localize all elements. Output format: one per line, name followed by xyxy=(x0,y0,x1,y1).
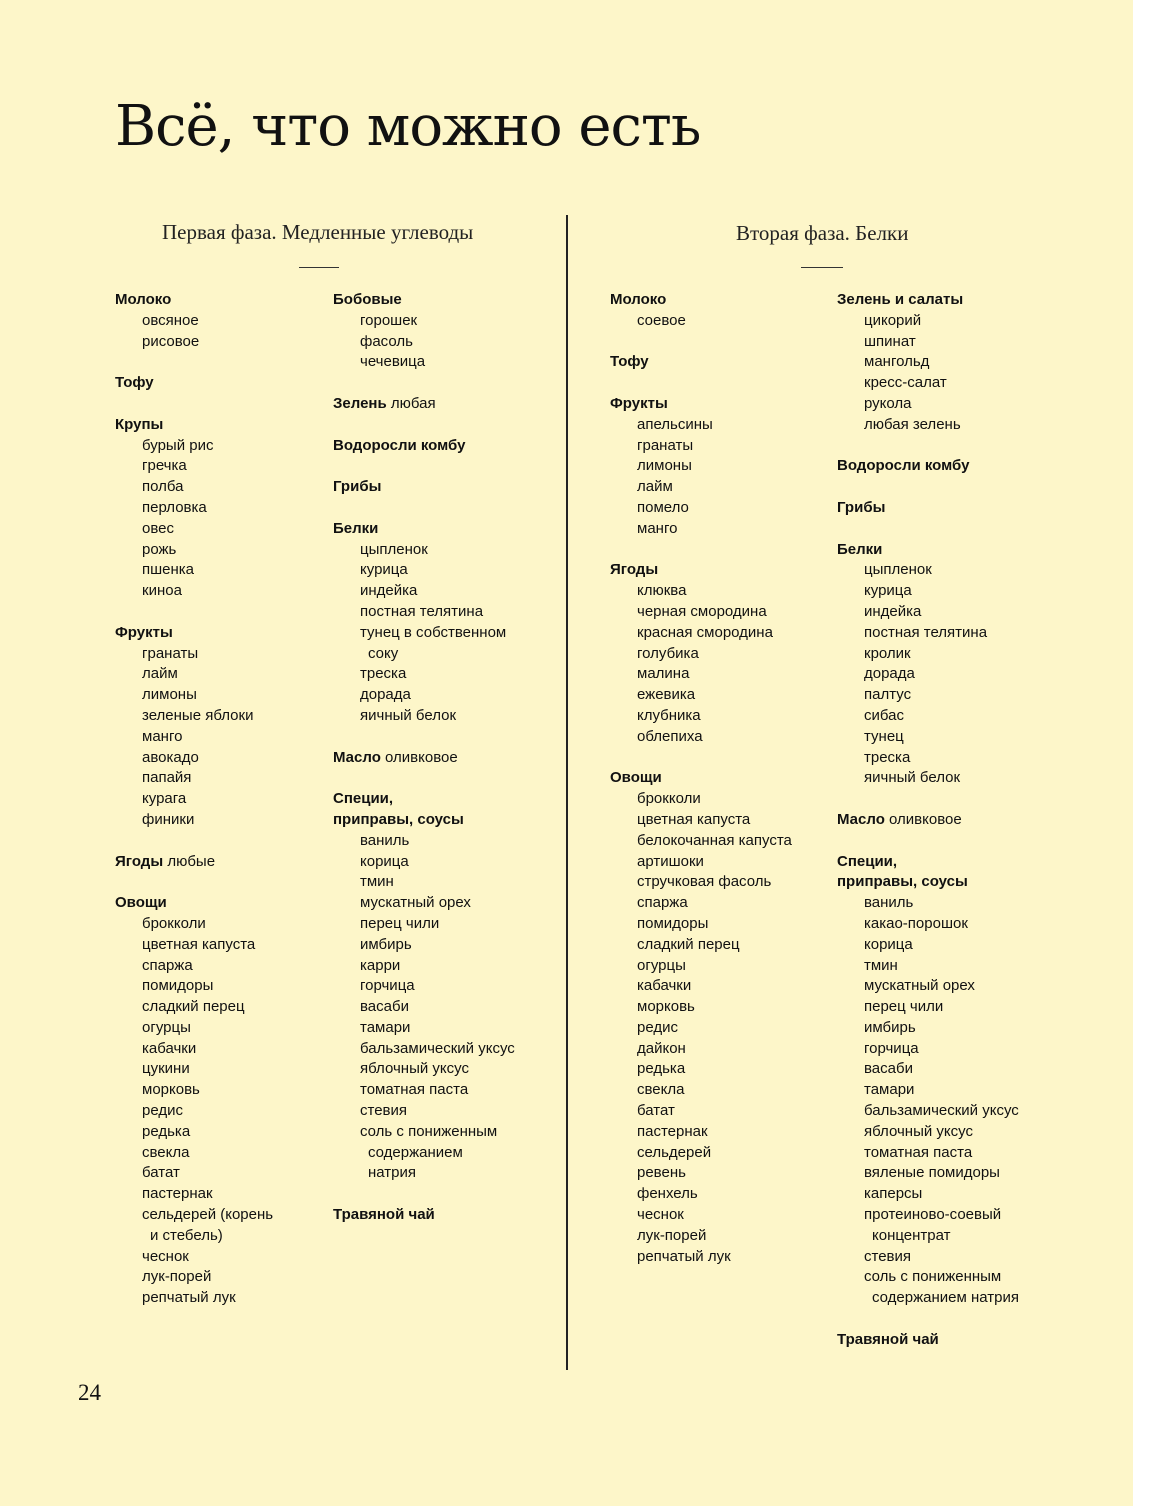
food-item: мангольд xyxy=(864,353,930,371)
food-item: клюква xyxy=(637,582,687,600)
category-heading-line xyxy=(837,540,1019,561)
food-category xyxy=(115,893,273,1309)
food-item: артишоки xyxy=(637,852,704,870)
food-item: финики xyxy=(142,810,195,828)
food-category xyxy=(333,436,515,457)
food-item: чечевица xyxy=(360,353,426,371)
phase-1-title: Первая фаза. Медленные углеводы xyxy=(162,220,474,244)
category-heading-line xyxy=(115,373,273,394)
food-item: клубника xyxy=(637,706,701,724)
category-heading-line xyxy=(115,290,273,311)
food-item: индейка xyxy=(864,602,922,620)
category-heading: Тофу xyxy=(610,353,649,371)
food-category xyxy=(115,415,273,602)
category-heading-line xyxy=(333,436,515,457)
food-item: тмин xyxy=(360,873,394,891)
food-item: сладкий перец xyxy=(142,998,245,1016)
food-item: пшенка xyxy=(142,561,195,579)
food-item: горчица xyxy=(360,977,415,995)
category-heading-line xyxy=(333,290,515,311)
food-category xyxy=(333,1205,515,1226)
food-category xyxy=(115,852,273,873)
food-item: ваниль xyxy=(864,894,914,912)
food-item: редька xyxy=(142,1122,191,1140)
food-item: мускатный орех xyxy=(360,894,471,912)
food-item: яичный белок xyxy=(360,706,457,724)
food-item: имбирь xyxy=(360,935,412,953)
food-item: треска xyxy=(864,748,911,766)
food-item: бальзамический уксус xyxy=(864,1102,1019,1120)
food-item: ежевика xyxy=(637,686,696,704)
food-item: редис xyxy=(637,1018,678,1036)
category-heading-line xyxy=(333,789,515,810)
food-item: постная телятина xyxy=(864,623,988,641)
category-heading: Масло xyxy=(837,810,885,828)
food-item: дорада xyxy=(360,686,411,704)
food-category xyxy=(610,352,792,373)
food-category xyxy=(837,852,1019,1310)
phase-2-column-1 xyxy=(610,290,792,1267)
food-item: лайм xyxy=(142,665,178,683)
food-item-continuation: содержанием натрия xyxy=(872,1289,1019,1307)
food-item: перловка xyxy=(142,498,207,516)
food-item: курага xyxy=(142,790,187,808)
category-note: оливковое xyxy=(385,748,458,766)
food-item: огурцы xyxy=(142,1018,191,1036)
phase-2-column-2 xyxy=(837,290,1019,1351)
food-category xyxy=(333,290,515,373)
food-item: фенхель xyxy=(637,1185,698,1203)
food-item: яблочный уксус xyxy=(360,1060,469,1078)
food-item: стевия xyxy=(864,1247,912,1265)
food-category xyxy=(115,623,273,831)
food-item: кресс-салат xyxy=(864,374,947,392)
food-item: дорада xyxy=(864,665,915,683)
category-heading-line xyxy=(610,394,792,415)
food-item: бурый рис xyxy=(142,436,214,454)
category-heading: Специи, xyxy=(837,852,898,870)
food-item: яблочный уксус xyxy=(864,1122,973,1140)
food-item: облепиха xyxy=(637,727,703,745)
category-heading-line xyxy=(610,290,792,311)
food-item-continuation: соку xyxy=(368,644,399,662)
food-item: брокколи xyxy=(142,914,206,932)
food-item: шпинат xyxy=(864,332,916,350)
food-item-continuation: натрия xyxy=(368,1164,417,1182)
food-item: имбирь xyxy=(864,1018,916,1036)
food-item: помидоры xyxy=(142,977,214,995)
category-heading: Специи, xyxy=(333,790,394,808)
food-item: лук-порей xyxy=(637,1226,707,1244)
food-item: помело xyxy=(637,498,689,516)
food-item-continuation: концентрат xyxy=(872,1226,951,1244)
food-item: ревень xyxy=(637,1164,686,1182)
food-item: цветная капуста xyxy=(142,935,256,953)
category-heading-line xyxy=(837,290,1019,311)
food-item: спаржа xyxy=(142,956,193,974)
phase-2-title: Вторая фаза. Белки xyxy=(736,221,909,245)
category-heading: Белки xyxy=(333,519,379,537)
food-item: фасоль xyxy=(360,332,413,350)
food-item: перец чили xyxy=(360,914,440,932)
category-heading: Водоросли комбу xyxy=(837,457,970,475)
food-item: овсяное xyxy=(142,311,199,329)
food-item: редис xyxy=(142,1102,183,1120)
food-item: рисовое xyxy=(142,332,200,350)
food-category xyxy=(837,1330,1019,1351)
category-heading: приправы, соусы xyxy=(837,873,968,891)
food-item: любая зелень xyxy=(864,415,961,433)
food-item: пастернак xyxy=(142,1185,213,1203)
food-item: кролик xyxy=(864,644,911,662)
food-item: постная телятина xyxy=(360,602,484,620)
food-item: карри xyxy=(360,956,401,974)
food-item: какао-порошок xyxy=(864,914,968,932)
food-item: зеленые яблоки xyxy=(142,706,254,724)
food-item: огурцы xyxy=(637,956,686,974)
food-item: черная смородина xyxy=(637,602,767,620)
food-item: лук-порей xyxy=(142,1268,212,1286)
food-item: батат xyxy=(637,1102,675,1120)
food-category xyxy=(333,519,515,727)
category-heading: Зелень и салаты xyxy=(837,291,964,308)
food-category xyxy=(115,373,273,394)
food-item: красная смородина xyxy=(637,623,773,641)
food-item: батат xyxy=(142,1164,180,1182)
category-heading-line xyxy=(115,623,273,644)
food-item: соль с пониженным xyxy=(864,1268,1002,1286)
food-item: голубика xyxy=(637,644,699,662)
food-item: лайм xyxy=(637,478,673,496)
food-item: цыпленок xyxy=(864,561,932,579)
food-item: спаржа xyxy=(637,894,688,912)
category-heading: Крупы xyxy=(115,415,164,433)
food-item: горошек xyxy=(360,311,418,329)
food-item: свекла xyxy=(637,1081,685,1099)
food-item: каперсы xyxy=(864,1185,923,1203)
category-heading: Водоросли комбу xyxy=(333,436,466,454)
food-item: кабачки xyxy=(637,977,692,995)
food-item: тмин xyxy=(864,956,898,974)
food-item: курица xyxy=(360,561,408,579)
food-item: цыпленок xyxy=(360,540,428,558)
food-item: брокколи xyxy=(637,790,701,808)
food-category xyxy=(115,290,273,352)
food-item: протеиново-соевый xyxy=(864,1206,1002,1224)
food-item: сладкий перец xyxy=(637,935,740,953)
food-item: индейка xyxy=(360,582,418,600)
food-item: репчатый лук xyxy=(637,1247,731,1265)
food-item: овес xyxy=(142,519,174,537)
food-item: соль с пониженным xyxy=(360,1122,498,1140)
food-item: тамари xyxy=(360,1018,411,1036)
food-item: свекла xyxy=(142,1143,190,1161)
food-item: папайя xyxy=(142,769,192,787)
category-heading: Ягоды xyxy=(610,561,659,579)
food-item: васаби xyxy=(360,998,409,1016)
food-item: сельдерей xyxy=(637,1143,712,1161)
food-item: кабачки xyxy=(142,1039,197,1057)
food-item: манго xyxy=(142,727,183,745)
food-category xyxy=(333,748,515,769)
food-category xyxy=(333,789,515,1184)
category-heading: Зелень xyxy=(333,394,387,412)
category-heading: Масло xyxy=(333,748,381,766)
food-category xyxy=(837,456,1019,477)
category-heading-line xyxy=(333,394,515,415)
food-item: гречка xyxy=(142,457,187,475)
food-item: сибас xyxy=(864,706,904,724)
food-item: лимоны xyxy=(142,686,197,704)
category-heading: Фрукты xyxy=(115,623,173,641)
food-category xyxy=(610,768,792,1267)
category-heading-line xyxy=(837,852,1019,873)
food-item: дайкон xyxy=(637,1039,686,1057)
food-item: горчица xyxy=(864,1039,919,1057)
food-category xyxy=(837,540,1019,790)
category-heading: Ягоды xyxy=(115,852,164,870)
food-item: соевое xyxy=(637,311,686,329)
food-item: репчатый лук xyxy=(142,1289,236,1307)
food-category xyxy=(333,477,515,498)
food-item: тунец в собственном xyxy=(360,623,507,641)
category-heading-line xyxy=(837,1330,1019,1351)
food-item: чеснок xyxy=(142,1247,189,1265)
food-item-continuation: и стебель) xyxy=(150,1226,223,1244)
category-heading-line xyxy=(115,415,273,436)
food-category xyxy=(837,810,1019,831)
category-heading: приправы, соусы xyxy=(333,810,464,828)
food-item: гранаты xyxy=(142,644,199,662)
category-heading-line xyxy=(333,477,515,498)
food-item: редька xyxy=(637,1060,686,1078)
food-item: тунец xyxy=(864,727,904,745)
food-item: лимоны xyxy=(637,457,692,475)
category-heading-line xyxy=(610,560,792,581)
food-item: корица xyxy=(360,852,409,870)
food-item: рожь xyxy=(142,540,177,558)
food-category xyxy=(610,560,792,747)
phase-2-rule xyxy=(801,267,843,268)
category-heading-line xyxy=(610,352,792,373)
food-item: стевия xyxy=(360,1102,408,1120)
column-divider xyxy=(566,215,568,1370)
category-heading-line xyxy=(837,498,1019,519)
food-item: манго xyxy=(637,519,678,537)
food-item: васаби xyxy=(864,1060,913,1078)
category-heading: Молоко xyxy=(610,291,667,308)
page-title: Всё, что можно есть xyxy=(115,94,701,159)
food-item: полба xyxy=(142,478,184,496)
page-number: 24 xyxy=(78,1380,101,1405)
category-heading: Овощи xyxy=(115,894,167,912)
category-heading: Белки xyxy=(837,540,883,558)
category-heading-line xyxy=(115,893,273,914)
food-item: томатная паста xyxy=(360,1081,469,1099)
category-heading: Грибы xyxy=(333,478,382,496)
category-heading: Фрукты xyxy=(610,394,668,412)
food-category xyxy=(837,498,1019,519)
category-heading-line xyxy=(333,1205,515,1226)
food-item: сельдерей (корень xyxy=(142,1206,274,1224)
food-item: цикорий xyxy=(864,311,922,329)
food-item: стручковая фасоль xyxy=(637,873,772,891)
food-item: курица xyxy=(864,582,912,600)
food-item: тамари xyxy=(864,1081,915,1099)
category-heading-line xyxy=(333,519,515,540)
category-note: любая xyxy=(390,394,436,412)
food-item: малина xyxy=(637,665,690,683)
food-item: киноа xyxy=(142,582,182,600)
food-item: белокочанная капуста xyxy=(637,831,792,849)
phase-1-column-2 xyxy=(333,290,515,1226)
food-item: ваниль xyxy=(360,831,410,849)
category-heading-line xyxy=(837,810,1019,831)
food-item: бальзамический уксус xyxy=(360,1039,515,1057)
food-category xyxy=(333,394,515,415)
food-item: треска xyxy=(360,665,407,683)
food-item-continuation: содержанием xyxy=(368,1143,463,1161)
food-item: томатная паста xyxy=(864,1143,973,1161)
category-heading-line xyxy=(115,852,273,873)
food-item: гранаты xyxy=(637,436,694,454)
category-heading-line xyxy=(837,456,1019,477)
category-heading: Травяной чай xyxy=(333,1206,435,1224)
category-note: оливковое xyxy=(889,810,962,828)
category-heading-line xyxy=(610,768,792,789)
food-item: палтус xyxy=(864,686,912,704)
food-category xyxy=(610,394,792,540)
category-heading: Грибы xyxy=(837,498,886,516)
phase-1-rule xyxy=(299,267,339,268)
food-item: мускатный орех xyxy=(864,977,975,995)
food-item: яичный белок xyxy=(864,769,961,787)
phase-1-column-1 xyxy=(115,290,273,1309)
food-item: апельсины xyxy=(637,415,713,433)
food-item: чеснок xyxy=(637,1206,684,1224)
food-item: перец чили xyxy=(864,998,944,1016)
food-item: рукола xyxy=(864,394,912,412)
food-item: пастернак xyxy=(637,1122,708,1140)
category-heading: Овощи xyxy=(610,769,662,787)
category-heading-line xyxy=(333,748,515,769)
food-item: помидоры xyxy=(637,914,709,932)
food-item: цукини xyxy=(142,1060,190,1078)
food-item: авокадо xyxy=(142,748,199,766)
food-item: цветная капуста xyxy=(637,810,751,828)
food-item: морковь xyxy=(142,1081,200,1099)
food-item: корица xyxy=(864,935,913,953)
food-category xyxy=(837,290,1019,436)
category-heading: Бобовые xyxy=(333,291,402,308)
food-item: вяленые помидоры xyxy=(864,1164,1000,1182)
category-heading: Молоко xyxy=(115,291,172,308)
category-heading: Травяной чай xyxy=(837,1330,939,1348)
category-heading: Тофу xyxy=(115,374,154,392)
food-item: морковь xyxy=(637,998,695,1016)
category-note: любые xyxy=(167,852,216,870)
food-category xyxy=(610,290,792,332)
